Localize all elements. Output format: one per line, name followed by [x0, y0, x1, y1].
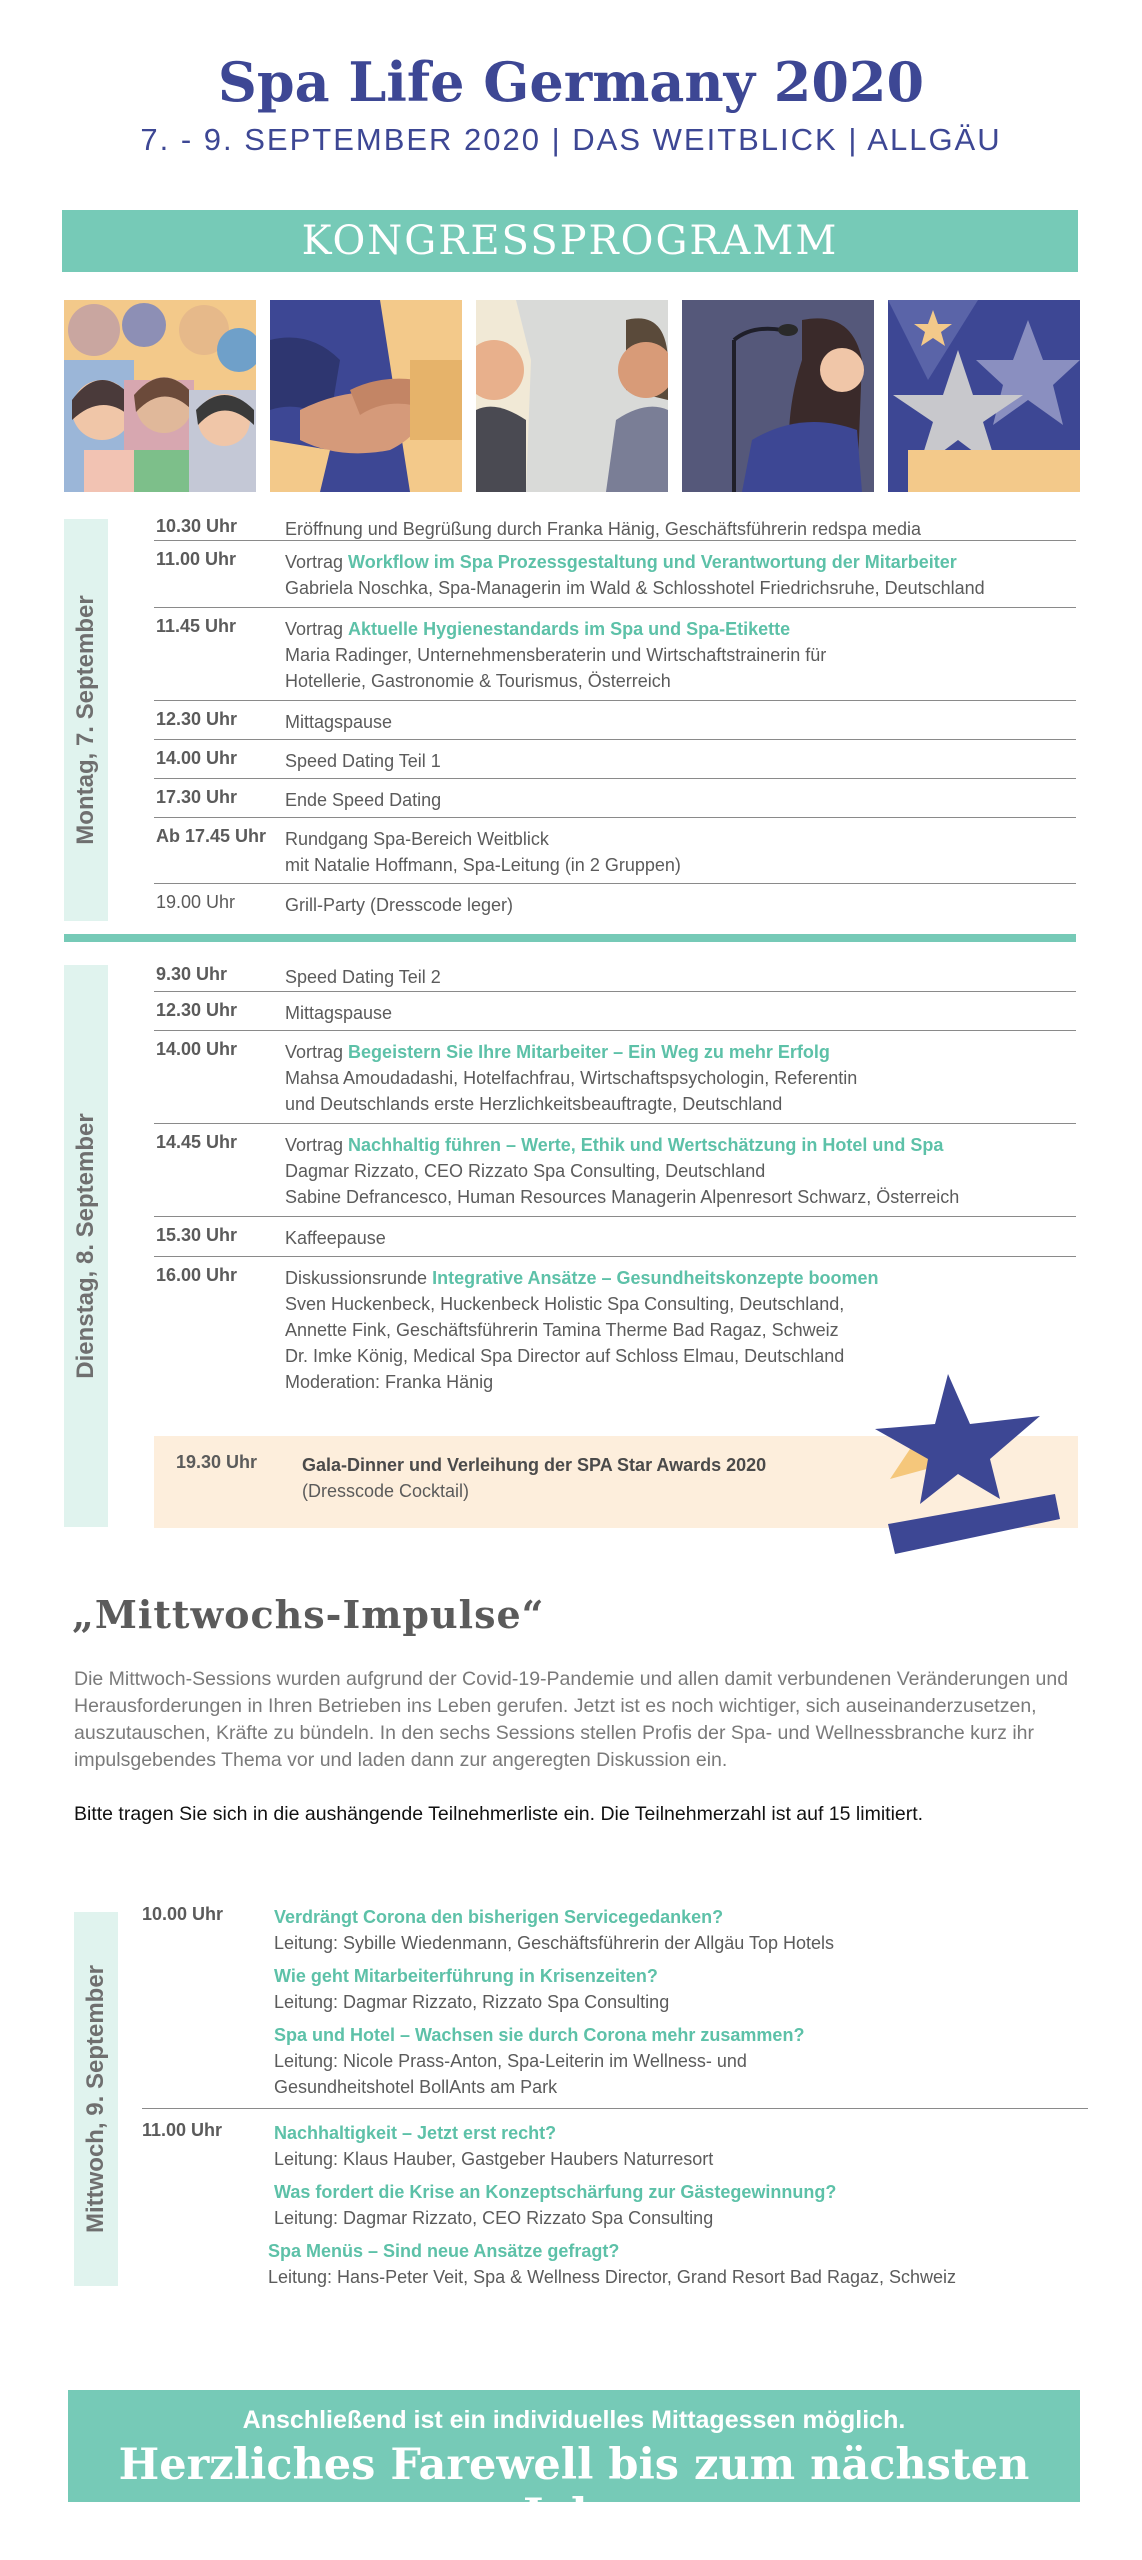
- session-lead: Leitung: Dagmar Rizzato, Rizzato Spa Consulting: [274, 1992, 670, 2012]
- table-row: [154, 508, 1076, 541]
- row-time: 14.45 Uhr: [156, 1132, 238, 1152]
- speaker-line: Dagmar Rizzato, CEO Rizzato Spa Consulting, Deutschland: [285, 1161, 766, 1181]
- table-row: [154, 541, 1076, 608]
- event-subtitle: 7. - 9. SEPTEMBER 2020 | DAS WEITBLICK | ALLGÄU: [140, 122, 1002, 157]
- speaker-line: und Deutschlands erste Herzlichkeitsbeauftragte, Deutschland: [285, 1094, 783, 1114]
- table-row: [154, 740, 1076, 779]
- session-title: Spa und Hotel – Wachsen sie durch Corona mehr zusammen?: [274, 2025, 805, 2045]
- row-text: Speed Dating Teil 1: [285, 751, 441, 771]
- row-time: Ab 17.45 Uhr: [156, 826, 267, 846]
- row-time: 11.00 Uhr: [156, 549, 237, 569]
- section-title: „Mittwochs-Impulse“: [72, 1592, 545, 1637]
- session-lead: Leitung: Hans-Peter Veit, Spa & Wellness Director, Grand Resort Bad Ragaz, Schweiz: [268, 2267, 956, 2287]
- talk-title: Nachhaltig führen – Werte, Ethik und Wertschätzung in Hotel und Spa: [348, 1135, 944, 1155]
- row-text: Rundgang Spa-Bereich Weitblick: [285, 829, 549, 849]
- crowd-illustration: [64, 300, 256, 492]
- session-title: Spa Menüs – Sind neue Ansätze gefragt?: [268, 2241, 620, 2261]
- star-award-icon: [850, 1374, 1060, 1554]
- table-row: [154, 608, 1076, 701]
- speaker-line: Hotellerie, Gastronomie & Tourismus, Österreich: [285, 671, 671, 691]
- table-row: [154, 956, 1076, 992]
- row-prefix: Vortrag: [285, 1042, 349, 1062]
- talk-title: Integrative Ansätze – Gesundheitskonzepte boomen: [432, 1268, 879, 1288]
- row-prefix: Vortrag: [285, 552, 349, 572]
- table-row: [154, 1031, 1076, 1124]
- row-text: Eröffnung und Begrüßung durch Franka Hänig, Geschäftsführerin redspa media: [285, 519, 922, 539]
- gala-title: Gala-Dinner und Verleihung der SPA Star Awards 2020: [302, 1455, 767, 1475]
- speaker-line: Gabriela Noschka, Spa-Managerin im Wald & Schlosshotel Friedrichsruhe, Deutschland: [285, 578, 985, 598]
- row-time: 11.45 Uhr: [156, 616, 237, 636]
- day1-label-bar: [64, 519, 108, 921]
- farewell-banner: [68, 2390, 1080, 2540]
- row-time: 19.00 Uhr: [156, 892, 236, 912]
- row-time: 12.30 Uhr: [156, 709, 238, 729]
- row-prefix: Vortrag: [285, 619, 349, 639]
- speaker-line: Maria Radinger, Unternehmensberaterin und Wirtschaftstrainerin für: [285, 645, 827, 665]
- gala-time: 19.30 Uhr: [176, 1452, 258, 1472]
- gala-note: (Dresscode Cocktail): [302, 1481, 470, 1501]
- table-row: [154, 1124, 1076, 1217]
- day-divider: [64, 934, 1076, 942]
- farewell-line-1: Anschließend ist ein individuelles Mittagessen möglich.: [242, 2406, 906, 2434]
- day3-label: Mittwoch, 9. September: [82, 1964, 109, 2234]
- row-text: Grill-Party (Dresscode leger): [285, 895, 514, 915]
- session-lead: Leitung: Nicole Prass-Anton, Spa-Leiterin im Wellness- und: [274, 2051, 747, 2071]
- table-row: [154, 701, 1076, 740]
- day2-label-bar: [64, 965, 108, 1527]
- page-title: Spa Life Germany 2020: [217, 50, 925, 114]
- session-title: Nachhaltigkeit – Jetzt erst recht?: [274, 2123, 557, 2143]
- microphone-speaker-illustration: [682, 300, 874, 492]
- session-title: Wie geht Mitarbeiterführung in Krisenzeiten?: [274, 1966, 658, 1986]
- session-lead: Leitung: Dagmar Rizzato, CEO Rizzato Spa Consulting: [274, 2208, 714, 2228]
- row-time: 9.30 Uhr: [156, 964, 228, 984]
- handshake-illustration: [270, 300, 462, 492]
- session-title: Was fordert die Krise an Konzeptschärfung zur Gästegewinnung?: [274, 2182, 837, 2202]
- table-row: [154, 1217, 1076, 1257]
- day3-label-bar: [74, 1912, 118, 2286]
- talk-title: Aktuelle Hygienestandards im Spa und Spa-Etikette: [348, 619, 791, 639]
- speaker-line: Mahsa Amoudadashi, Hotelfachfrau, Wirtschaftspsychologin, Referentin: [285, 1068, 858, 1088]
- speaker-line: Sven Huckenbeck, Huckenbeck Holistic Spa Consulting, Deutschland,: [285, 1294, 845, 1314]
- day2-label: Dienstag, 8. September: [72, 1113, 99, 1379]
- table-row: [154, 818, 1076, 884]
- talk-title: Begeistern Sie Ihre Mitarbeiter – Ein Weg zu mehr Erfolg: [348, 1042, 830, 1062]
- program-banner: KONGRESSPROGRAMM: [62, 210, 1078, 272]
- row-text: Kaffeepause: [285, 1228, 386, 1248]
- row-time: 16.00 Uhr: [156, 1265, 238, 1285]
- day1-label: Montag, 7. September: [72, 595, 99, 845]
- slot-time: 10.00 Uhr: [142, 1904, 224, 1924]
- star-award-illustration: [888, 300, 1080, 492]
- section-intro: Die Mittwoch-Sessions wurden aufgrund der Covid-19-Pandemie und allen damit verbundenen Veränderungen und Herausforderungen in Ihren Betrieben ins Leben gerufen. Jetzt ist es noch wichtiger, sich auseinanderzusetzen, auszutauschen, Kräfte zu bündeln. In den sechs Sessions stellen Profis der Spa- und Wellnessbranche kurz ihr impulsgebendes Thema vor und laden dann zur angeregten Diskussion ein.: [74, 1668, 1069, 1771]
- table-row: [154, 992, 1076, 1031]
- session-title: Verdrängt Corona den bisherigen Servicegedanken?: [274, 1907, 724, 1927]
- speaker-line: Annette Fink, Geschäftsführerin Tamina Therme Bad Ragaz, Schweiz: [285, 1320, 839, 1340]
- session-slot: [142, 2120, 1088, 2300]
- row-time: 10.30 Uhr: [156, 516, 238, 536]
- row-time: 17.30 Uhr: [156, 787, 238, 807]
- slot-time: 11.00 Uhr: [142, 2120, 223, 2140]
- speaker-line: mit Natalie Hoffmann, Spa-Leitung (in 2 Gruppen): [285, 855, 681, 875]
- row-prefix: Diskussionsrunde: [285, 1268, 433, 1288]
- illustration-row: [64, 300, 1080, 492]
- farewell-line-2: Herzliches Farewell bis zum nächsten Jahr: [118, 2440, 1030, 2540]
- row-time: 12.30 Uhr: [156, 1000, 238, 1020]
- row-time: 15.30 Uhr: [156, 1225, 238, 1245]
- row-time: 14.00 Uhr: [156, 1039, 238, 1059]
- speaker-line: Sabine Defrancesco, Human Resources Managerin Alpenresort Schwarz, Österreich: [285, 1187, 960, 1207]
- signup-note: Bitte tragen Sie sich in die aushängende Teilnehmerliste ein. Die Teilnehmerzahl ist auf 15 limitiert.: [74, 1803, 924, 1825]
- conversation-illustration: [476, 300, 668, 492]
- row-text: Mittagspause: [285, 1003, 393, 1023]
- session-lead: Leitung: Sybille Wiedenmann, Geschäftsführerin der Allgäu Top Hotels: [274, 1933, 834, 1953]
- speaker-line: Dr. Imke König, Medical Spa Director auf Schloss Elmau, Deutschland: [285, 1346, 845, 1366]
- speaker-line: Moderation: Franka Hänig: [285, 1372, 494, 1392]
- row-text: Ende Speed Dating: [285, 790, 442, 810]
- session-lead: Gesundheitshotel BollAnts am Park: [274, 2077, 558, 2097]
- session-slot: [142, 1904, 1088, 2109]
- talk-title: Workflow im Spa Prozessgestaltung und Verantwortung der Mitarbeiter: [348, 552, 957, 572]
- row-text: Mittagspause: [285, 712, 393, 732]
- session-lead: Leitung: Klaus Hauber, Gastgeber Haubers Naturresort: [274, 2149, 714, 2169]
- row-prefix: Vortrag: [285, 1135, 349, 1155]
- row-time: 14.00 Uhr: [156, 748, 238, 768]
- table-row: [154, 884, 1076, 924]
- table-row: [154, 779, 1076, 818]
- row-text: Speed Dating Teil 2: [285, 967, 441, 987]
